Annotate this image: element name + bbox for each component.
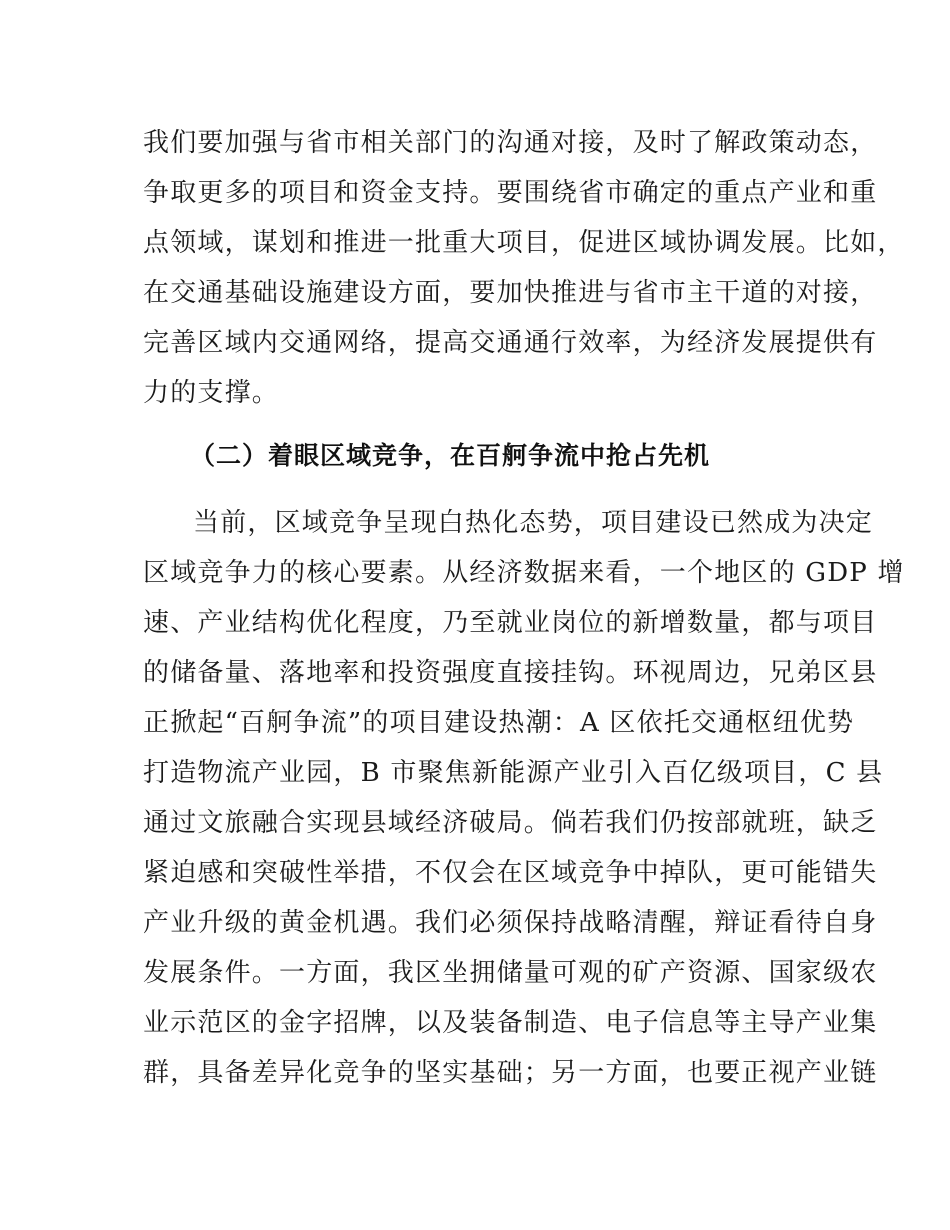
- text-line: 争取更多的项目和资金支持。要围绕省市确定的重点产业和重: [143, 178, 878, 208]
- text-line: 的储备量、落地率和投资强度直接挂钩。环视周边，兄弟区县: [143, 658, 878, 688]
- text-line: 力的支撑。: [143, 378, 280, 408]
- text-line: 紧迫感和突破性举措，不仅会在区域竞争中掉队，更可能错失: [143, 858, 878, 888]
- section-heading: （二）着眼区域竞争，在百舸争流中抢占先机: [190, 441, 711, 470]
- text-line: 群，具备差异化竞争的坚实基础；另一方面，也要正视产业链: [143, 1058, 878, 1088]
- text-line: 业示范区的金字招牌，以及装备制造、电子信息等主导产业集: [143, 1008, 878, 1038]
- text-line: 点领域，谋划和推进一批重大项目，促进区域协调发展。比如，: [143, 228, 905, 258]
- text-line: 产业升级的黄金机遇。我们必须保持战略清醒，辩证看待自身: [143, 908, 878, 938]
- text-line: 打造物流产业园，B 市聚焦新能源产业引入百亿级项目，C 县: [143, 758, 884, 788]
- text-line: 速、产业结构优化程度，乃至就业岗位的新增数量，都与项目: [143, 608, 878, 638]
- text-line: 发展条件。一方面，我区坐拥储量可观的矿产资源、国家级农: [143, 958, 878, 988]
- text-line: 我们要加强与省市相关部门的沟通对接，及时了解政策动态，: [143, 128, 878, 158]
- text-line: 完善区域内交通网络，提高交通通行效率，为经济发展提供有: [143, 328, 878, 358]
- text-line: 当前，区域竞争呈现白热化态势，项目建设已然成为决定: [193, 508, 874, 538]
- text-line: 通过文旅融合实现县域经济破局。倘若我们仍按部就班，缺乏: [143, 808, 878, 838]
- text-line: 正掀起“百舸争流”的项目建设热潮：A 区依托交通枢纽优势: [143, 708, 855, 738]
- text-line: 在交通基础设施建设方面，要加快推进与省市主干道的对接，: [143, 278, 878, 308]
- text-line: 区域竞争力的核心要素。从经济数据来看，一个地区的 GDP 增: [143, 558, 905, 588]
